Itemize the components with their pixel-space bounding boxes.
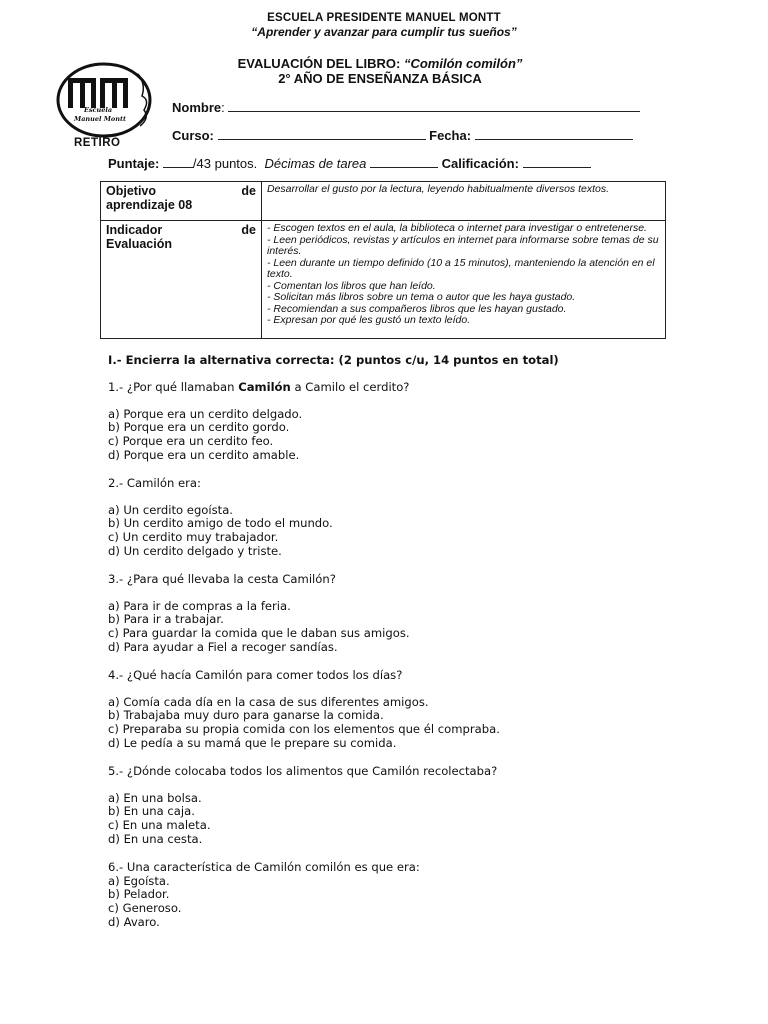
option-a[interactable]: a) En una bolsa.	[108, 790, 202, 805]
indicator-item: - Comentan los libros que han leído.	[267, 279, 436, 292]
question-text-pre: 1.- ¿Por qué llamaban	[108, 379, 239, 394]
objective-row	[101, 182, 666, 221]
option-d[interactable]: d) Avaro.	[108, 914, 160, 929]
objective-label	[101, 182, 262, 221]
question-text: 3.- ¿Para qué llevaba la cesta Camilón?	[108, 571, 336, 586]
question-1	[108, 381, 708, 463]
objective-text: Desarrollar el gusto por la lectura, leyendo habitualmente diversos textos.	[262, 182, 666, 221]
logo-location: RETIRO	[74, 137, 121, 149]
option-b[interactable]: b) Para ir a trabajar.	[108, 612, 224, 627]
indicator-item: - Recomiendan a sus compañeros libros que les hayan gustado.	[267, 302, 567, 315]
indicator-item: - Leen durante un tiempo definido (10 a 15 minutos), manteniendo la atención en el texto.	[267, 256, 655, 280]
option-a[interactable]: a) Un cerdito egoísta.	[108, 502, 233, 517]
decimas-label: Décimas de tarea	[264, 156, 367, 171]
option-a[interactable]: a) Para ir de compras a la feria.	[108, 598, 291, 613]
indicator-label-part3: Evaluación	[106, 237, 172, 251]
title-prefix: EVALUACIÓN DEL LIBRO:	[237, 56, 404, 71]
curso-fecha-row	[172, 127, 633, 143]
calificacion-field[interactable]	[523, 155, 591, 168]
indicator-item: - Escogen textos en el aula, la biblioteca o internet para investigar o entretenerse.	[267, 222, 647, 234]
options-list	[108, 875, 708, 930]
question-text: 4.- ¿Qué hacía Camilón para comer todos los días?	[108, 667, 403, 682]
question-text: 5.- ¿Dónde colocaba todos los alimentos que Camilón recolectaba?	[108, 763, 498, 778]
option-b[interactable]: b) Pelador.	[108, 887, 170, 902]
options-list	[108, 408, 708, 463]
option-d[interactable]: d) Porque era un cerdito amable.	[108, 447, 300, 462]
option-c[interactable]: c) Un cerdito muy trabajador.	[108, 530, 279, 545]
school-logo	[54, 60, 156, 156]
question-6	[108, 861, 708, 930]
question-text: 6.- Una característica de Camilón comilón es que era:	[108, 859, 420, 874]
puntaje-text: /43 puntos.	[192, 156, 258, 171]
objective-label-part1: Objetivo	[106, 184, 157, 198]
nombre-label: Nombre	[172, 100, 222, 115]
puntaje-row	[108, 155, 591, 171]
puntaje-field[interactable]	[163, 155, 193, 168]
option-b[interactable]: b) Trabajaba muy duro para ganarse la comida.	[108, 708, 384, 723]
option-a[interactable]: a) Porque era un cerdito delgado.	[108, 406, 303, 421]
curso-field[interactable]	[218, 127, 426, 140]
calificacion-label: Calificación:	[441, 156, 519, 171]
options-list	[108, 792, 708, 847]
logo-emblem-icon	[54, 60, 156, 140]
indicator-label-part2: de	[241, 223, 256, 237]
nombre-separator: :	[221, 100, 229, 115]
fecha-label: Fecha:	[429, 128, 472, 143]
option-b[interactable]: b) Porque era un cerdito gordo.	[108, 420, 290, 435]
option-c[interactable]: c) Preparaba su propia comida con los elementos que él compraba.	[108, 722, 500, 737]
indicator-label-part1: Indicador	[106, 223, 163, 237]
decimas-field[interactable]	[370, 155, 438, 168]
questions-section	[108, 354, 708, 944]
indicator-label	[101, 221, 262, 339]
title-book: “Comilón comilón”	[403, 56, 523, 71]
question-text	[108, 381, 708, 395]
objective-label-part3: aprendizaje 08	[106, 198, 193, 212]
indicator-item: - Leen periódicos, revistas y artículos en internet para informarse sobre temas de su interés.	[267, 233, 659, 257]
indicator-list	[262, 221, 666, 339]
objective-label-part2: de	[241, 184, 256, 198]
school-name: ESCUELA PRESIDENTE MANUEL MONTT	[267, 12, 501, 24]
question-3	[108, 573, 708, 655]
fecha-field[interactable]	[475, 127, 633, 140]
option-c[interactable]: c) Porque era un cerdito feo.	[108, 434, 274, 449]
question-2	[108, 477, 708, 559]
objectives-table	[100, 181, 666, 339]
question-4	[108, 669, 708, 751]
puntaje-label: Puntaje:	[108, 156, 160, 171]
question-text-post: a Camilo el cerdito?	[290, 379, 410, 394]
option-d[interactable]: d) Le pedía a su mamá que le prepare su comida.	[108, 735, 397, 750]
school-motto: “Aprender y avanzar para cumplir tus sueños”	[251, 25, 517, 39]
option-d[interactable]: d) Un cerdito delgado y triste.	[108, 543, 282, 558]
options-list	[108, 696, 708, 751]
question-5	[108, 765, 708, 847]
section-title: I.- Encierra la alternativa correcta: (2 puntos c/u, 14 puntos en total)	[108, 353, 559, 367]
logo-text-line2: Manuel Montt	[74, 115, 126, 123]
indicator-item: - Expresan por qué les gustó un texto leído.	[267, 314, 471, 326]
nombre-row	[172, 99, 640, 115]
school-header	[0, 12, 768, 39]
option-a[interactable]: a) Comía cada día en la casa de sus diferentes amigos.	[108, 694, 429, 709]
curso-label: Curso:	[172, 128, 214, 143]
nombre-field[interactable]	[228, 99, 640, 112]
option-c[interactable]: c) En una maleta.	[108, 818, 211, 833]
question-text-bold: Camilón	[238, 379, 291, 394]
indicator-item: - Solicitan más libros sobre un tema o autor que les haya gustado.	[267, 291, 576, 303]
option-d[interactable]: d) Para ayudar a Fiel a recoger sandías.	[108, 639, 338, 654]
indicator-row	[101, 221, 666, 339]
question-text: 2.- Camilón era:	[108, 475, 201, 490]
option-c[interactable]: c) Generoso.	[108, 901, 182, 916]
title-grade: 2° AÑO DE ENSEÑANZA BÁSICA	[278, 71, 482, 86]
option-d[interactable]: d) En una cesta.	[108, 831, 203, 846]
options-list	[108, 504, 708, 559]
option-c[interactable]: c) Para guardar la comida que le daban sus amigos.	[108, 626, 410, 641]
option-b[interactable]: b) En una caja.	[108, 804, 195, 819]
logo-text-line1: Escuela	[83, 106, 113, 114]
options-list	[108, 600, 708, 655]
option-b[interactable]: b) Un cerdito amigo de todo el mundo.	[108, 516, 333, 531]
page-title	[160, 56, 600, 86]
option-a[interactable]: a) Egoísta.	[108, 873, 170, 888]
